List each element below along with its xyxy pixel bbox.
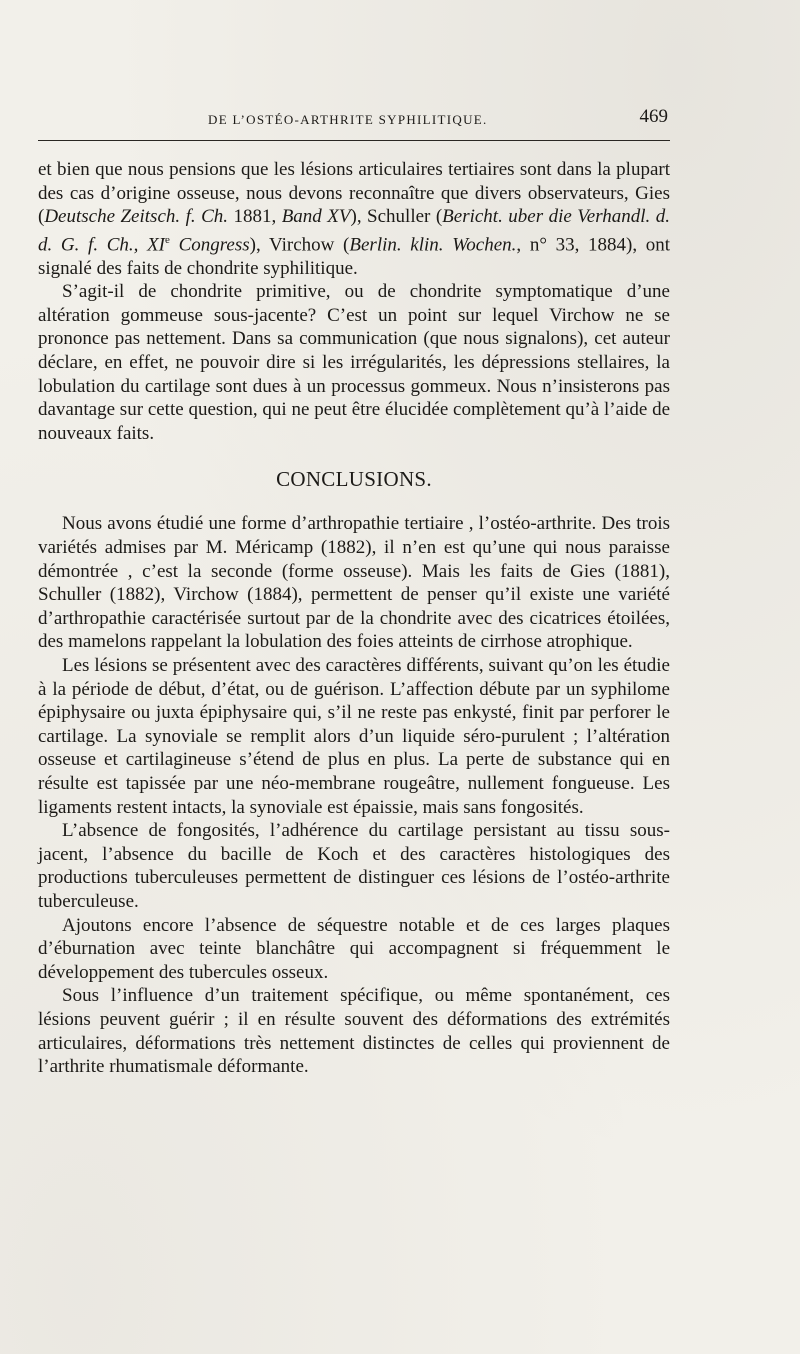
citation-virchow: Berlin. klin. Wochen. bbox=[349, 234, 517, 256]
conclusion-paragraph: Ajoutons encore l’absence de séquestre notable et de ces larges plaques d’éburnation avec teinte blanchâtre qui accompagnent si fréquemment le développement des tubercules osseux. bbox=[38, 914, 670, 983]
section-heading: CONCLUSIONS. bbox=[276, 467, 432, 492]
running-title: DE L’OSTÉO-ARTHRITE SYPHILITIQUE. bbox=[208, 112, 488, 127]
conclusion-paragraph: L’absence de fongosités, l’adhérence du cartilage persistant au tissu sous-jacent, l’absence du bacille de Koch et des caractères histologiques des productions tuberculeuses permettent de distinguer ces lésions de l’ostéo-arthrite tuberculeuse. bbox=[38, 820, 670, 912]
intro-text-e: , n° 33, 1884), ont signalé des faits de chondrite syphilitique. bbox=[38, 234, 671, 279]
conclusion-paragraph: Les lésions se présentent avec des caractères différents, suivant qu’on les étudie à la période de début, d’état, ou de guérison. L’affection débute par un syphilome épiphysaire ou juxta épiphysaire qui, s’il ne reste pas enkysté, finit par perforer le cartilage. La synoviale se remplit alors d’un liquide séro-purulent ; l’altération osseuse et cartilagineuse s’étend de plus en plus. La perte de substance qui en résulte est tapissée par une néo-membrane rougeâtre, nullement fongueuse. Les ligaments restent intacts, la synoviale est épaissie, mais sans fongosités. bbox=[38, 655, 670, 818]
intro-text-b: 1881, bbox=[228, 206, 282, 228]
intro-text-a: et bien que nous pensions que les lésions articulaires tertiaires sont dans la plupart des cas d’origine osseuse, nous devons reconnaître que divers observateurs, Gies ( bbox=[38, 159, 670, 228]
citation-schuller: Bericht. uber die Verhandl. d. d. G. f. Ch., XI bbox=[38, 206, 670, 256]
intro-text-d: ), Virchow ( bbox=[249, 234, 350, 256]
conclusion-paragraph: Sous l’influence d’un traitement spécifique, ou même spontanément, ces lésions peuvent guérir ; il en résulte souvent des déformations des extrémités articulaires, déformations très nettement distinctes de celles qui proviennent de l’arthrite rhumatismale déformante. bbox=[38, 985, 670, 1078]
header-rule bbox=[38, 140, 670, 141]
citation-schuller-congress: Congress bbox=[169, 234, 250, 256]
page-number: 469 bbox=[639, 106, 668, 127]
body-text bbox=[38, 158, 670, 1079]
citation-schuller-sup: e bbox=[165, 233, 170, 246]
page-header bbox=[38, 104, 670, 130]
citation-gies-band: Band XV bbox=[281, 206, 351, 228]
intro-text-c: ), Schuller ( bbox=[350, 206, 443, 228]
intro-paragraph-2: S’agit-il de chondrite primitive, ou de chondrite symptomatique d’une altération gommeuse sous-jacente? C’est un point sur lequel Virchow ne se prononce pas nettement. Dans sa communication (que nous signalons), cet auteur déclare, en effet, ne pouvoir dire si les irrégularités, les dépressions stellaires, la lobulation du cartilage sont dues à un processus gommeux. Nous n’insisterons pas davantage sur cette question, qui ne peut être élucidée complètement qu’à l’aide de nouveaux faits. bbox=[38, 281, 670, 444]
conclusion-paragraph: Nous avons étudié une forme d’arthropathie tertiaire , l’ostéo-arthrite. Des trois variétés admises par M. Méricamp (1882), il n’en est qu’une qui nous paraisse démontrée , c’est la seconde (forme osseuse). Mais les faits de Gies (1881), Schuller (1882), Virchow (1884), permettent de penser qu’il existe une variété d’arthropathie caractérisée surtout par de la chondrite avec des cicatrices étoilées, des mamelons rappelant la lobulation des foies atteints de cirrhose atrophique. bbox=[38, 513, 670, 653]
intro-paragraph-1 bbox=[38, 158, 670, 280]
citation-gies: Deutsche Zeitsch. f. Ch. bbox=[44, 206, 229, 228]
